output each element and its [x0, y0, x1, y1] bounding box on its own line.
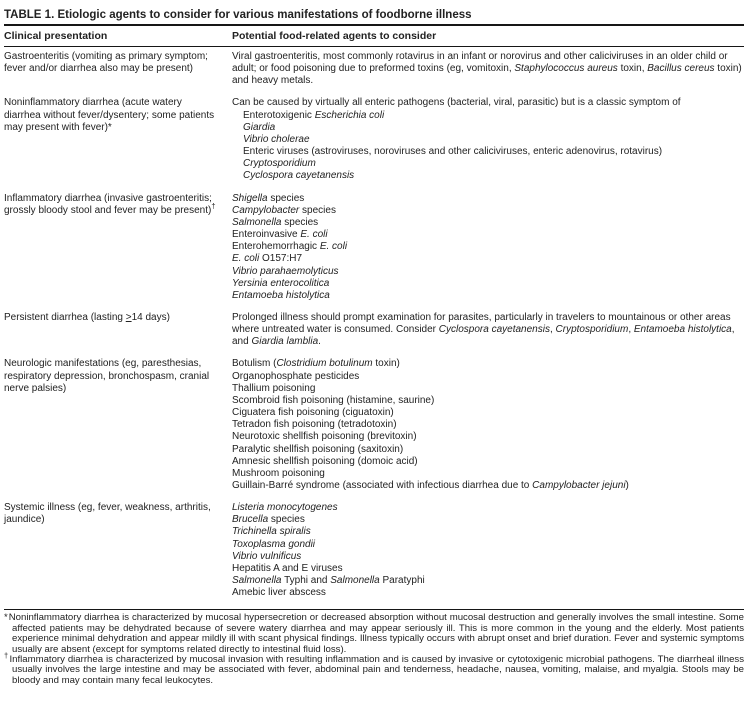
text-segment: † [211, 201, 216, 211]
text-segment: ) [625, 480, 629, 491]
footnotes [4, 610, 744, 686]
agent-line [232, 241, 744, 253]
organism-name: Giardia lamblia [251, 336, 319, 348]
organism-name: Clostridium botulinum [276, 358, 373, 370]
agent-line [232, 575, 744, 587]
agents-cell [232, 97, 744, 182]
agents-cell [232, 358, 744, 492]
agent-paragraph [232, 51, 744, 87]
agent-line [232, 395, 744, 407]
text-segment: , [549, 324, 556, 336]
agent-line [232, 217, 744, 229]
organism-name: Cryptosporidium [555, 324, 629, 336]
text-segment: Inflammatory diarrhea (invasive gastroenteritis; grossly bloody stool and fever may be present) [4, 192, 212, 216]
text-segment: species [267, 192, 305, 204]
text-segment: Enterotoxigenic [243, 109, 315, 121]
organism-name: Salmonella [232, 575, 282, 587]
text-segment: Viral gastroenteritis, most commonly rotavirus in an infant or norovirus and other caliciviruses in an older child or adult; or food poisoning due to preformed toxins (eg, vomitoxin, [232, 51, 728, 75]
text-segment: O157:H7 [259, 253, 303, 265]
agent-line [232, 539, 744, 551]
organism-name: Yersinia enterocolitica [232, 277, 330, 289]
text-segment: Mushroom poisoning [232, 467, 325, 479]
organism-name: Brucella [232, 514, 269, 526]
agent-line [232, 205, 744, 217]
agent-line [232, 419, 744, 431]
agent-line [232, 383, 744, 395]
agent-line [232, 587, 744, 599]
organism-name: Entamoeba histolytica [633, 324, 732, 336]
footnote [4, 613, 744, 655]
agent-line [232, 444, 744, 456]
agent-line [232, 358, 744, 370]
table-row [4, 312, 744, 348]
text-segment: Tetradon fish poisoning (tetradotoxin) [232, 419, 397, 431]
agents-cell [232, 312, 744, 348]
agent-line [232, 468, 744, 480]
agent-line [232, 456, 744, 468]
text-segment: Hepatitis A and E viruses [232, 562, 343, 574]
text-segment: Persistent diarrhea (lasting [4, 311, 126, 323]
text-segment: Scombroid fish poisoning (histamine, saurine) [232, 394, 435, 406]
footnote-text: Noninflammatory diarrhea is characterized by mucosal hypersecretion or decreased absorption without mucosal destruction and generally involves the small intestine. Some affected patients may be dehydrated because of severe watery diarrhea and may appear seriously ill. This is more common in the young and the elderly. Most patients experience minimal dehydration and appear mildly ill with scant physical findings. Illness typically occurs with abrupt onset and brief duration. Fever and systemic symptoms usually are absent (except for symptoms related directly to intestinal fluid loss). [8, 612, 744, 655]
organism-name: Bacillus cereus [647, 63, 715, 75]
organism-name: E. coli [232, 253, 260, 265]
organism-name: Cryptosporidium [243, 158, 316, 170]
agent-line [232, 110, 744, 122]
agent-line [232, 193, 744, 205]
organism-name: Trichinella spiralis [232, 526, 311, 538]
agent-line [232, 551, 744, 563]
agent-line [232, 229, 744, 241]
text-segment: toxin) [372, 358, 400, 370]
agent-line [232, 502, 744, 514]
agent-line [232, 563, 744, 575]
text-segment: Systemic illness (eg, fever, weakness, arthritis, jaundice) [4, 502, 211, 526]
text-segment: Typhi and [281, 575, 331, 587]
text-segment: , [628, 324, 634, 336]
text-segment: species [281, 216, 319, 228]
agent-line [232, 158, 744, 170]
agent-line [232, 266, 744, 278]
organism-name: Shigella [232, 192, 268, 204]
organism-name: Campylobacter jejuni [532, 480, 626, 491]
organism-name: Toxoplasma gondii [232, 538, 316, 550]
text-segment: Paratyphi [379, 575, 425, 587]
column-header-potential-agents: Potential food-related agents to consider [232, 30, 437, 42]
clinical-presentation-cell [4, 502, 232, 599]
text-segment: species [299, 204, 336, 216]
text-segment: Neurotoxic shellfish poisoning (brevitoxin) [232, 431, 417, 443]
organism-name: Campylobacter [232, 204, 300, 216]
organism-name: Staphylococcus aureus [514, 63, 618, 75]
table-row [4, 502, 744, 599]
table-row [4, 97, 744, 182]
agent-line [232, 407, 744, 419]
organism-name: Salmonella [232, 216, 282, 228]
organism-name: Listeria monocytogenes [232, 502, 338, 514]
table-row [4, 193, 744, 302]
agent-line [232, 278, 744, 290]
organism-name: Escherichia coli [314, 109, 385, 121]
agent-line [232, 431, 744, 443]
organism-name: Cyclospora cayetanensis [438, 324, 550, 336]
footnote-marker: † [4, 650, 9, 660]
text-segment: Enteroinvasive [232, 229, 301, 241]
text-segment: Botulism ( [232, 358, 277, 370]
organism-name: Cyclospora cayetanensis [243, 170, 355, 182]
text-segment: toxin, [617, 63, 648, 75]
text-segment: Can be caused by virtually all enteric pathogens (bacterial, viral, parasitic) but is a classic symptom of [232, 97, 681, 109]
table-row [4, 358, 744, 492]
text-segment: Ciguatera fish poisoning (ciguatoxin) [232, 407, 394, 419]
text-segment: Enteric viruses (astroviruses, noroviruses and other caliciviruses, enteric adenovirus, rotavirus) [243, 146, 663, 158]
agent-line [232, 253, 744, 265]
agent-line [232, 371, 744, 383]
agent-line [232, 122, 744, 134]
text-segment: 14 days) [131, 311, 170, 323]
footnote [4, 650, 745, 686]
text-segment: Gastroenteritis (vomiting as primary symptom; fever and/or diarrhea also may be present) [4, 51, 208, 75]
organism-name: Entamoeba histolytica [232, 289, 330, 301]
column-header-clinical-presentation: Clinical presentation [4, 30, 108, 42]
table-row [4, 51, 744, 87]
text-segment: Paralytic shellfish poisoning (saxitoxin) [232, 443, 404, 455]
text-segment: Noninflammatory diarrhea (acute watery diarrhea without fever/dysentery; some patients may present with fever)* [4, 97, 215, 133]
agent-paragraph [232, 312, 744, 348]
organism-name: Giardia [243, 121, 276, 133]
text-segment: toxin) and heavy metals. [232, 63, 742, 87]
organism-name: Vibrio vulnificus [232, 550, 302, 562]
organism-name: E. coli [300, 229, 328, 241]
agent-line [232, 514, 744, 526]
agent-line [232, 480, 744, 492]
text-segment: species [268, 514, 305, 526]
agent-line [232, 526, 744, 538]
text-segment: Amebic liver abscess [232, 587, 326, 599]
text-segment: Neurologic manifestations (eg, paresthesias, respiratory depression, bronchospasm, cranial nerve palsies) [4, 358, 210, 394]
footnote-text: Inflammatory diarrhea is characterized by mucosal invasion with resulting inflammation and is caused by invasive or cytotoxigenic microbial pathogens. The diarrheal illness usually involves the large intestine and may be associated with fever, abdominal pain and tenderness, headache, nausea, vomiting, malaise, and myalgia. Stools may be bloody and may contain many fecal leukocytes. [9, 654, 745, 686]
agents-cell [232, 51, 744, 87]
text-segment: . [318, 336, 321, 348]
clinical-presentation-cell [4, 193, 232, 302]
agents-cell [232, 193, 744, 302]
organism-name: Salmonella [330, 575, 380, 587]
text-segment: > [125, 311, 132, 323]
table-title: TABLE 1. Etiologic agents to consider for various manifestations of foodborne illness [4, 9, 472, 21]
text-segment: Guillain-Barré syndrome (associated with infectious diarrhea due to [232, 480, 533, 491]
footnote-marker: * [4, 612, 8, 624]
agent-line [232, 134, 744, 146]
organism-name: Vibrio cholerae [243, 133, 310, 145]
agents-cell [232, 502, 744, 599]
text-segment: , and [232, 324, 735, 348]
clinical-presentation-cell [4, 51, 232, 87]
text-segment: Thallium poisoning [232, 382, 316, 394]
agent-paragraph [232, 97, 744, 109]
text-segment: Enterohemorrhagic [232, 241, 320, 253]
organism-name: E. coli [319, 241, 348, 253]
table-header-row [4, 26, 744, 46]
text-segment: Amnesic shellfish poisoning (domoic acid) [232, 455, 418, 467]
clinical-presentation-cell [4, 358, 232, 492]
agent-line [232, 290, 744, 302]
agent-line [232, 170, 744, 182]
agent-line [232, 146, 744, 158]
table-body [4, 47, 744, 599]
organism-name: Vibrio parahaemolyticus [232, 265, 339, 277]
text-segment: Prolonged illness should prompt examination for parasites, particularly in travelers to mountainous or other areas where untreated water is consumed. Consider [232, 311, 731, 336]
clinical-presentation-cell [4, 97, 232, 182]
clinical-presentation-cell [4, 312, 232, 348]
text-segment: Organophosphate pesticides [232, 370, 360, 382]
